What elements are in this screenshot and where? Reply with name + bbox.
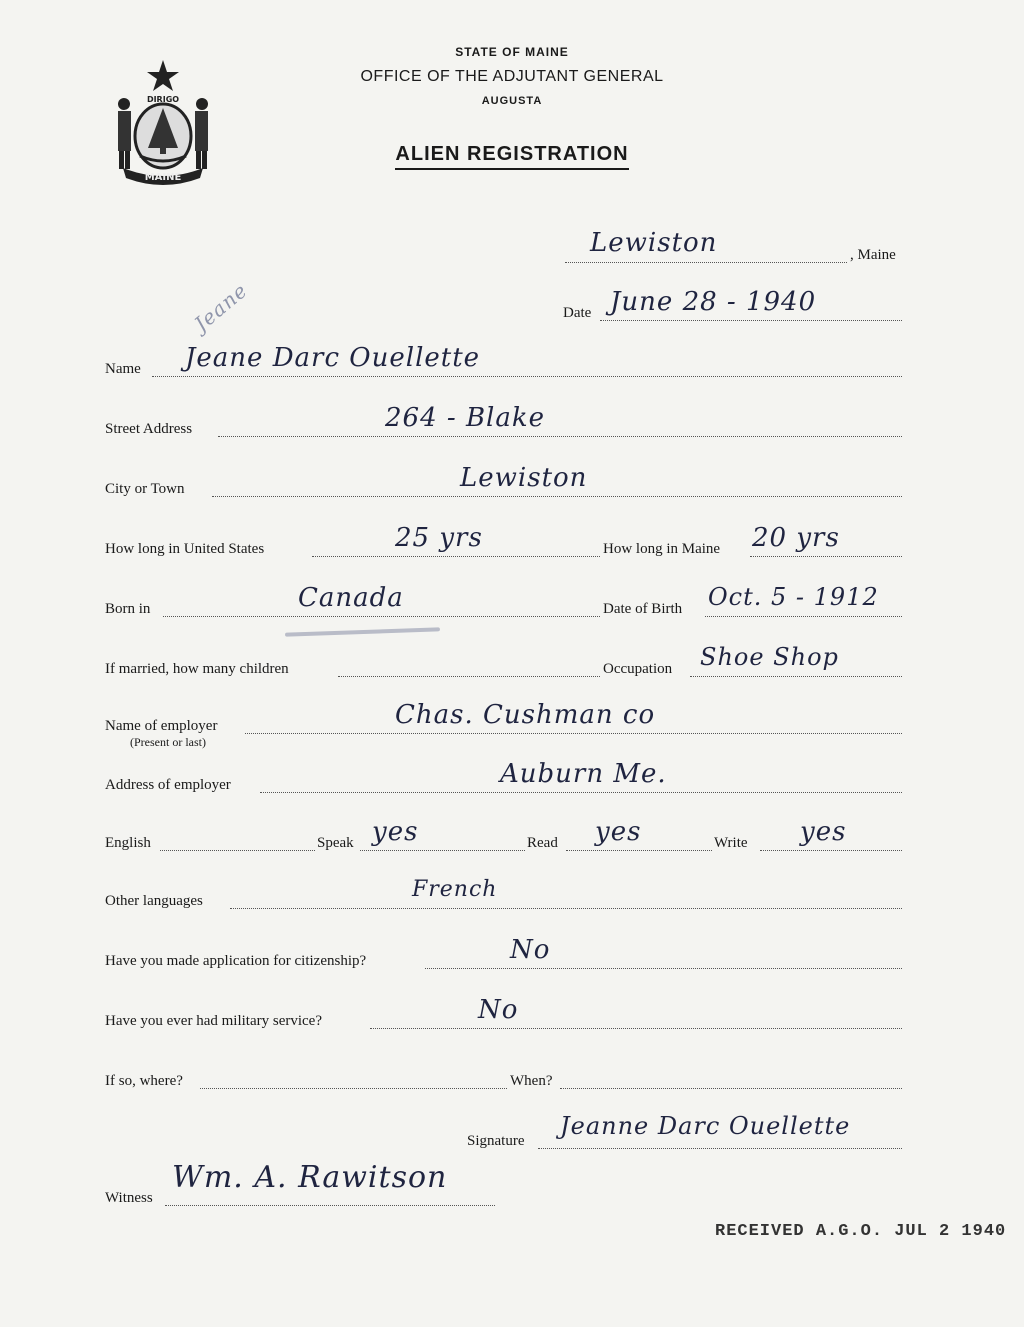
english-line	[160, 850, 315, 851]
state-heading: STATE OF MAINE	[455, 45, 569, 59]
citizenship-label: Have you made application for citizenship?	[105, 953, 367, 969]
military-line	[370, 1028, 902, 1029]
children-label: If married, how many children	[105, 661, 289, 677]
date-line	[600, 320, 902, 321]
svg-text:DIRIGO: DIRIGO	[146, 95, 180, 104]
other-languages-label: Other languages	[105, 893, 203, 909]
dob-value: Oct. 5 - 1912	[708, 583, 879, 611]
street-value: 264 - Blake	[385, 403, 546, 433]
received-stamp: RECEIVED A.G.O. JUL 2 1940	[715, 1222, 1007, 1241]
born-line	[163, 616, 600, 617]
city-heading: AUGUSTA	[481, 95, 543, 107]
us-years-value: 25 yrs	[395, 523, 483, 553]
witness-label: Witness	[105, 1190, 153, 1206]
city-line	[212, 496, 902, 497]
when-label: When?	[510, 1073, 553, 1089]
other-languages-line	[230, 908, 902, 909]
occupation-line	[690, 676, 902, 677]
where-label: If so, where?	[105, 1073, 183, 1089]
children-line	[338, 676, 600, 677]
dob-line	[705, 616, 902, 617]
maine-state-seal-icon	[108, 56, 218, 186]
other-languages-value: French	[412, 877, 498, 902]
name-annotation: Jeane	[189, 278, 253, 336]
street-line	[218, 436, 902, 437]
born-value: Canada	[298, 583, 404, 613]
citizenship-value: No	[510, 935, 551, 965]
write-line	[760, 850, 902, 851]
us-years-line	[312, 556, 600, 557]
employer-sublabel: (Present or last)	[130, 735, 206, 749]
write-label: Write	[714, 835, 748, 851]
maine-years-value: 20 yrs	[752, 523, 840, 553]
signature-line	[538, 1148, 902, 1149]
read-label: Read	[527, 835, 558, 851]
speak-value: yes	[372, 817, 419, 847]
where-line	[200, 1088, 507, 1089]
speak-label: Speak	[317, 835, 354, 851]
citizenship-line	[425, 968, 902, 969]
place-line	[565, 262, 847, 263]
signature-label: Signature	[467, 1133, 525, 1149]
maine-years-label: How long in Maine	[603, 541, 721, 557]
city-label: City or Town	[105, 481, 185, 497]
maine-years-line	[750, 556, 902, 557]
born-label: Born in	[105, 601, 151, 617]
occupation-value: Shoe Shop	[700, 643, 839, 671]
city-value: Lewiston	[460, 463, 588, 493]
military-label: Have you ever had military service?	[105, 1013, 322, 1029]
employer-value: Chas. Cushman co	[395, 700, 656, 730]
place-value: Lewiston	[590, 228, 718, 258]
employer-address-label: Address of employer	[105, 777, 231, 793]
name-label: Name	[105, 361, 141, 377]
name-line	[152, 376, 902, 377]
signature-value: Jeanne Darc Ouellette	[560, 1112, 851, 1140]
svg-text:MAINE: MAINE	[144, 172, 182, 183]
occupation-label: Occupation	[603, 661, 673, 677]
employer-label: Name of employer	[105, 718, 218, 734]
dob-label: Date of Birth	[603, 601, 683, 617]
place-suffix: , Maine	[850, 247, 896, 263]
speak-line	[360, 850, 525, 851]
employer-address-value: Auburn Me.	[500, 759, 667, 789]
witness-line	[165, 1205, 495, 1206]
date-label: Date	[563, 305, 592, 321]
read-line	[566, 850, 712, 851]
english-label: English	[105, 835, 151, 851]
read-value: yes	[595, 817, 642, 847]
date-value: June 28 - 1940	[610, 287, 817, 317]
when-line	[560, 1088, 902, 1089]
employer-address-line	[260, 792, 902, 793]
write-value: yes	[800, 817, 847, 847]
us-years-label: How long in United States	[105, 541, 265, 557]
pencil-underline	[285, 627, 440, 636]
name-value: Jeane Darc Ouellette	[185, 343, 481, 373]
military-value: No	[478, 995, 519, 1025]
witness-value: Wm. A. Rawitson	[172, 1160, 448, 1195]
form-title-text: ALIEN REGISTRATION	[395, 143, 628, 170]
employer-line	[245, 733, 902, 734]
street-label: Street Address	[105, 421, 193, 437]
office-heading: OFFICE OF THE ADJUTANT GENERAL	[360, 68, 664, 85]
